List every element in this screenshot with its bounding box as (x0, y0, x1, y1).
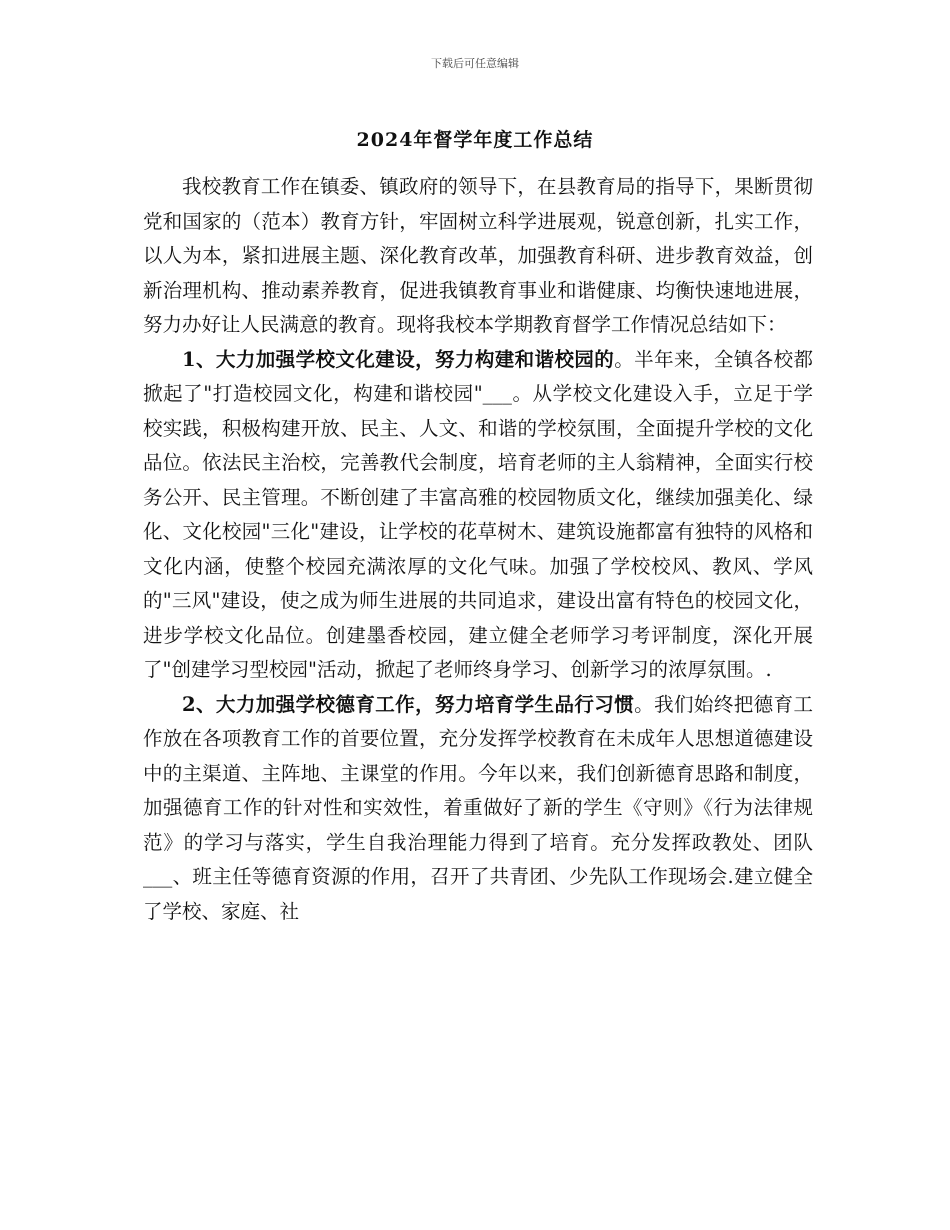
paragraph-culture (143, 343, 813, 688)
paragraph-intro (143, 170, 813, 343)
paragraph-text: 。我们始终把德育工作放在各项教育工作的首要位置，充分发挥学校教育在未成年人思想道德建设中的主渠道、主阵地、主课堂的作用。今年以来，我们创新德育思路和制度，加强德育工作的针对性和实效性，着重做好了新的学生《守则》《行为法律规范》的学习与落实，学生自我治理能力得到了培育。充分发挥政教处、团队___、班主任等德育资源的作用，召开了共青团、少先队工作现场会.建立健全了学校、家庭、社 (143, 692, 813, 923)
paragraph-text: 我校教育工作在镇委、镇政府的领导下，在县教育局的指导下，果断贯彻党和国家的（范本）教育方针，牢固树立科学进展观，锐意创新，扎实工作，以人为本，紧扣进展主题、深化教育改革，加强教育科研、进步教育效益，创新治理机构、推动素养教育，促进我镇教育事业和谐健康、均衡快速地进展，努力办好让人民满意的教育。现将我校本学期教育督学工作情况总结如下： (143, 175, 813, 336)
document-title: 2024年督学年度工作总结 (356, 129, 594, 151)
paragraph-moral-education (143, 688, 813, 930)
section-heading: 1、大力加强学校文化建设，努力构建和谐校园的 (182, 347, 615, 371)
document-body (143, 170, 813, 929)
section-heading: 2、大力加强学校德育工作，努力培育学生品行习惯 (182, 692, 635, 716)
paragraph-text: 。半年来，全镇各校都掀起了"打造校园文化，构建和谐校园"___。从学校文化建设入手，立足于学校实践，积极构建开放、民主、人文、和谐的学校氛围，全面提升学校的文化品位。依法民主治校，完善教代会制度，培育老师的主人翁精神，全面实行校务公开、民主管理。不断创建了丰富高雅的校园物质文化，继续加强美化、绿化、文化校园"三化"建设，让学校的花草树木、建筑设施都富有独特的风格和文化内涵，使整个校园充满浓厚的文化气味。加强了学校校风、教风、学风的"三风"建设，使之成为师生进展的共同追求，建设出富有特色的校园文化，进步学校文化品位。创建墨香校园，建立健全老师学习考评制度，深化开展了"创建学习型校园"活动，掀起了老师终身学习、创新学习的浓厚氛围。. (143, 347, 813, 681)
page-header-note: 下载后可任意编辑 (431, 57, 519, 70)
